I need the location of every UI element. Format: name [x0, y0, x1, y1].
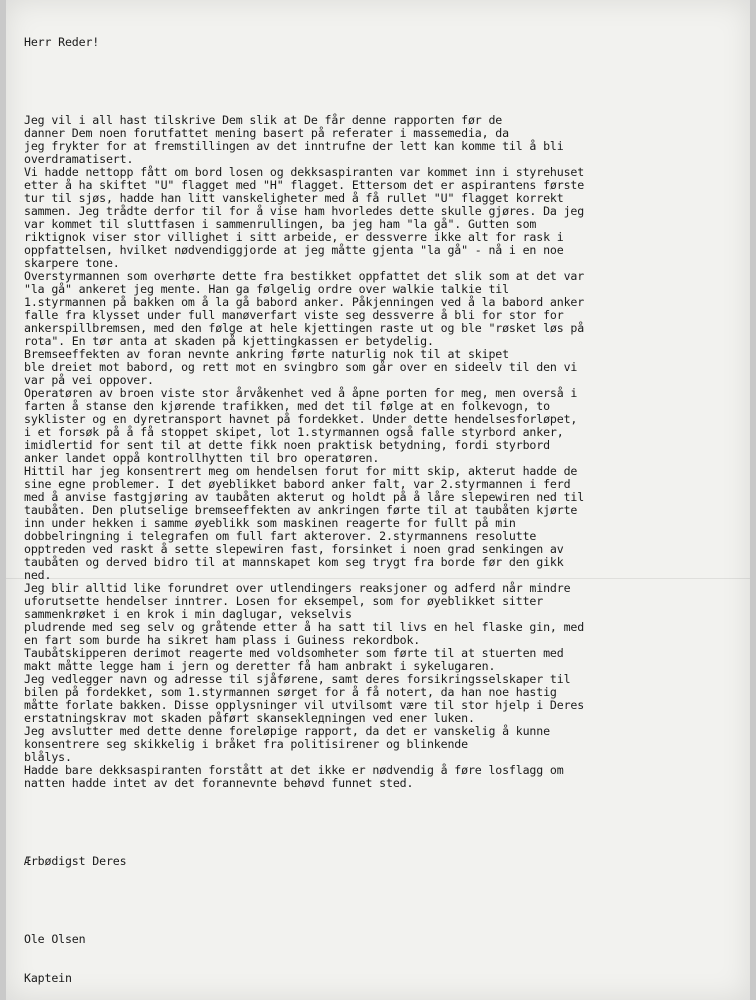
signature-title: Kaptein [24, 971, 72, 985]
paragraph-6-line: dobbelringning i telegrafen om full fart akterover. 2.styrmannens resolutte [24, 529, 537, 543]
blank-line [24, 816, 744, 829]
signature-name: Ole Olsen [24, 932, 86, 946]
paragraph-2-line: var kommet til sluttfasen i sammenrullingen, ba jeg ham "la gå". Gutten som [24, 217, 537, 231]
paragraph-2-line: skarpere tone. [24, 256, 120, 270]
paragraph-2-line: riktignok viser stor villighet i sitt arbeide, er dessverre ikke alt for rask i [24, 230, 564, 244]
paragraph-1-line: Jeg vil i all hast tilskrive Dem slik at De får denne rapporten før de [24, 113, 503, 127]
closing: Ærbødigst Deres [24, 854, 127, 868]
paragraph-2-line: Vi hadde nettopp fått om bord losen og dekksaspiranten var kommet inn i styrehuset [24, 165, 585, 179]
paragraph-3-line: rota". En tør anta at skaden på kjettingkassen er betydelig. [24, 334, 434, 348]
letter-paragraphs [24, 114, 744, 790]
paragraph-11-line: Hadde bare dekksaspiranten forstått at det ikke er nødvendig å føre losflagg om [24, 763, 564, 777]
paragraph-8-line: makt måtte legge ham i jern og deretter få ham anbrakt i sykelugaren. [24, 659, 496, 673]
paragraph-6-line: inn under hekken i samme øyeblikk som maskinen reagerte for fullt på min [24, 516, 516, 530]
paragraph-2-line: etter å ha skiftet "U" flagget med "H" flagget. Ettersom det er aspirantens første [24, 178, 585, 192]
paragraph-9-line: måtte forlate bakken. Disse opplysninger vil utvilsomt være til stor hjelp i Deres [24, 698, 585, 712]
paragraph-10-line: konsentrere seg skikkelig i bråket fra politisirener og blinkende [24, 737, 468, 751]
paragraph-5-line: farten å stanse den kjørende trafikken, med det til følge at en folkevogn, to [24, 399, 550, 413]
paragraph-1-line: jeg frykter for at fremstillingen av det inntrufne der lett kan komme til å bli [24, 139, 564, 153]
paragraph-10-line: blålys. [24, 750, 72, 764]
salutation: Herr Reder! [24, 35, 100, 49]
paragraph-2-line: sammen. Jeg trådte derfor til for å vise ham hvorledes dette skulle gjøres. Da jeg [24, 204, 585, 218]
paragraph-6-line: Hittil har jeg konsentrert meg om hendelsen forut for mitt skip, akterut hadde de [24, 464, 578, 478]
paragraph-7-line: uforutsette hendelser inntrer. Losen for eksempel, som for øyeblikket sitter [24, 594, 544, 608]
paragraph-2-line: oppfattelsen, hvilket nødvendiggjorde at jeg måtte gjenta "la gå" - nå i en noe [24, 243, 564, 257]
paragraph-2-line: tur til sjøs, hadde han litt vanskeligheter med å få rullet "U" flagget korrekt [24, 191, 564, 205]
paragraph-11-line: natten hadde intet av det forannevnte behøvd funnet sted. [24, 776, 414, 790]
paragraph-1-line: overdramatisert. [24, 152, 134, 166]
paragraph-10-line: Jeg avslutter med dette denne foreløpige rapport, da det er vanskelig å kunne [24, 724, 550, 738]
paragraph-8-line: Taubåtskipperen derimot reagerte med voldsomheter som førte til at stuerten med [24, 646, 564, 660]
letter-page [6, 0, 750, 1000]
paragraph-3-line: "la gå" ankeret jeg mente. Han ga følgelig ordre over walkie talkie til [24, 282, 509, 296]
paragraph-7-line: en fart som burde ha sikret ham plass i Guiness rekordbok. [24, 633, 421, 647]
paragraph-5-line: imidlertid for sent til at dette fikk noen praktisk betydning, fordi styrbord [24, 438, 550, 452]
blank-line [24, 75, 744, 88]
paragraph-4-line: var på vei oppover. [24, 373, 154, 387]
paragraph-4-line: Bremseeffekten av foran nevnte ankring førte naturlig nok til at skipet [24, 347, 509, 361]
letter-body [24, 10, 744, 1000]
paragraph-5-line: i et forsøk på å få stoppet skipet, lot 1.styrmannen også falle styrbord anker, [24, 425, 564, 439]
paragraph-9-line: erstatningskrav mot skaden påført skanseklедningen ved ener luken. [24, 711, 475, 725]
paragraph-3-line: falle fra klysset under full manøverfart viste seg dessverre å bli for stor for [24, 308, 564, 322]
blank-line [24, 894, 744, 907]
paragraph-9-line: Jeg vedlegger navn og adresse til sjåførene, samt deres forsikringsselskaper til [24, 672, 571, 686]
paragraph-3-line: Overstyrmannen som overhørte dette fra bestikket oppfattet det slik som at det var [24, 269, 585, 283]
paragraph-3-line: 1.styrmannen på bakken om å la gå babord anker. Påkjenningen ved å la babord anker [24, 295, 585, 309]
paragraph-1-line: danner Dem noen forutfattet mening basert på referater i massemedia, da [24, 126, 509, 140]
paragraph-6-line: taubåten og derved bidro til at mannskapet kom seg trygt fra borde før den gikk [24, 555, 564, 569]
paragraph-5-line: syklister og en dyretransport havnet på fordekket. Under dette hendelsesforløpet, [24, 412, 578, 426]
paragraph-9-line: bilen på fordekket, som 1.styrmannen sørget for å få notert, da han noe hastig [24, 685, 557, 699]
paragraph-7-line: Jeg blir alltid like forundret over utlendingers reaksjoner og adferd når mindre [24, 581, 571, 595]
paragraph-4-line: ble dreiet mot babord, og rett mot en svingbro som går over en sideelv til den vi [24, 360, 578, 374]
paragraph-3-line: ankerspillbremsen, med den følge at hele kjettingen raste ut og ble "røsket løs på [24, 321, 585, 335]
paragraph-5-line: Operatøren av broen viste stor årvåkenhet ved å åpne porten for meg, men overså i [24, 386, 578, 400]
paragraph-6-line: opptreden ved raskt å sette slepewiren fast, forsinket i noen grad senkingen av [24, 542, 564, 556]
paragraph-7-line: pludrende med seg selv og gråtende etter å ha satt til livs en hel flaske gin, med [24, 620, 585, 634]
paragraph-6-line: med å anvise fastgjøring av taubåten akterut og holdt på å låre slepewiren ned til [24, 490, 585, 504]
paragraph-6-line: taubåten. Den plutselige bremseeffekten av ankringen førte til at taubåten kjørte [24, 503, 578, 517]
paragraph-6-line: ned. [24, 568, 52, 582]
paragraph-6-line: sine egne problemer. I det øyeblikket babord anker falt, var 2.styrmannen i ferd [24, 477, 571, 491]
paragraph-7-line: sammenkrøket i en krok i min daglugar, vekselvis [24, 607, 352, 621]
paragraph-5-line: anker landet oppå kontrollhytten til bro operatøren. [24, 451, 380, 465]
